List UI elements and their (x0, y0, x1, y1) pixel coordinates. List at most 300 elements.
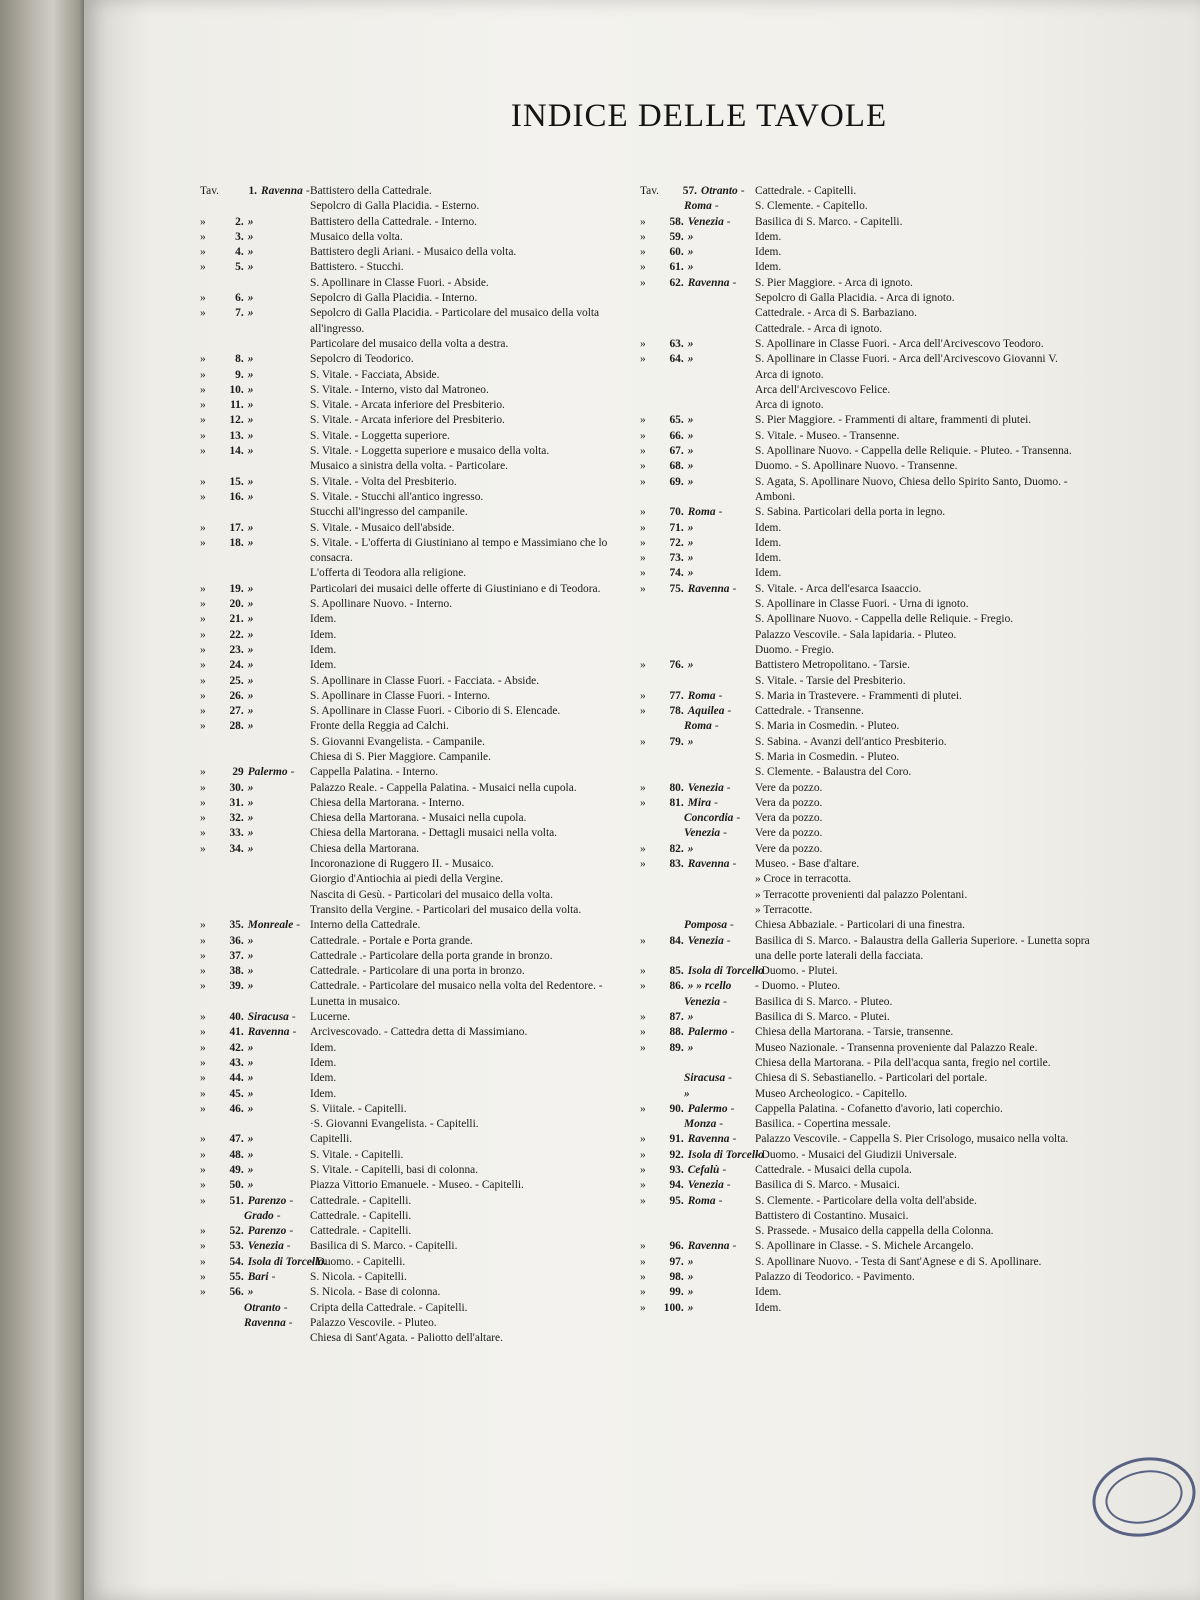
index-entry (640, 582, 1090, 597)
index-entry (200, 1209, 630, 1224)
entry-description: Battistero della Cattedrale. - Interno. (310, 215, 477, 228)
city-name: Parenzo (247, 1225, 287, 1238)
index-entry (200, 628, 630, 643)
entry-description: Idem. (310, 1087, 337, 1100)
entry-lead (200, 1255, 327, 1270)
entry-description: S. Apollinare Nuovo. - Testa di Sant'Agnese e di S. Apollinare. (755, 1255, 1042, 1268)
plate-number: 85. (669, 965, 684, 978)
entry-description: Cattedrale. - Capitelli. (310, 1225, 412, 1238)
plate-number: 97. (669, 1255, 684, 1268)
index-entry (200, 1316, 630, 1331)
entry-prefix: » (640, 1240, 646, 1253)
city-name: » (247, 827, 254, 840)
entry-description: Chiesa della Martorana. - Musaici nella cupola. (310, 812, 527, 825)
city-name: » (247, 414, 254, 427)
entry-description: Cattedrale. - Particolare del musaico nella volta del Redentore. - Lunetta in musaico. (310, 980, 603, 1008)
city-name: Palermo (247, 766, 288, 779)
city-name: » (247, 796, 254, 809)
entry-description: S. Apollinare Nuovo. - Cappella delle Reliquie. - Fregio. (755, 613, 1014, 626)
city-name: Venezia (687, 934, 724, 947)
city-name: » (247, 980, 254, 993)
city-name: Venezia (687, 215, 724, 228)
entry-description: Idem. (310, 659, 337, 672)
entry-lead (200, 628, 253, 643)
index-entry (640, 230, 1090, 245)
entry-lead (200, 1010, 296, 1025)
entry-description: Palazzo Vescovile. - Sala lapidaria. - Pluteo. (755, 628, 957, 641)
separator: - (718, 689, 723, 702)
entry-lead (200, 704, 253, 719)
entry-description: Duomo. - S. Apollinare Nuovo. - Transenne. (755, 460, 958, 473)
plate-number: 3. (235, 230, 244, 243)
city-name: » (247, 812, 254, 825)
entry-description: Museo Nazionale. - Transenna proveniente dal Palazzo Reale. (755, 1041, 1038, 1054)
index-entry (200, 704, 630, 719)
entry-prefix: » (200, 521, 206, 534)
entry-lead (200, 1087, 253, 1102)
city-name: Roma (684, 200, 712, 213)
entry-lead (640, 1239, 736, 1254)
entry-description: Particolare del musaico della volta a destra. (310, 337, 509, 350)
entry-lead (200, 521, 253, 536)
entry-description: S. Prassede. - Musaico della cappella della Colonna. (755, 1225, 994, 1238)
index-entry (640, 1087, 1090, 1102)
entry-lead (200, 689, 253, 704)
city-name: » (247, 613, 254, 626)
separator: - (714, 720, 719, 733)
separator: - (718, 1194, 723, 1207)
index-entry (200, 245, 630, 260)
plate-number: 33. (229, 827, 244, 840)
separator: - (732, 276, 737, 289)
city-name: » (247, 490, 254, 503)
entry-prefix: » (640, 567, 646, 580)
city-name: » (247, 643, 254, 656)
city-name: Ravenna (687, 1240, 730, 1253)
entry-description: S. Vitale. - Loggetta superiore e musaico della volta. (310, 445, 550, 458)
entry-lead (200, 1239, 291, 1254)
index-entry (200, 979, 630, 1010)
index-entry (200, 352, 630, 367)
index-entry (200, 811, 630, 826)
index-entry (640, 1102, 1090, 1117)
city-name: Ravenna (687, 858, 730, 871)
city-name: » (247, 521, 254, 534)
separator: - (732, 582, 737, 595)
city-name: » (247, 674, 254, 687)
plate-number: 74. (669, 567, 684, 580)
plate-number: 61. (669, 261, 684, 274)
plate-number: 89. (669, 1041, 684, 1054)
entry-prefix: » (200, 766, 206, 779)
index-entry (640, 658, 1090, 673)
entry-lead (640, 781, 731, 796)
entry-lead (200, 490, 253, 505)
entry-description: S. Viitale. - Capitelli. (310, 1102, 407, 1115)
city-name: » (247, 230, 254, 243)
separator: - (728, 1072, 732, 1085)
index-entry (200, 1239, 630, 1254)
plate-number: 92. (669, 1148, 684, 1161)
entry-description: Cattedrale .- Particolare della porta grande in bronzo. (310, 949, 553, 962)
plate-number: 11. (230, 399, 244, 412)
entry-description: S. Pier Maggiore. - Arca di ignoto. (755, 276, 913, 289)
city-name: » (687, 1011, 694, 1024)
entry-description: Sepolcro di Teodorico. (310, 353, 414, 366)
city-name: Monza (684, 1118, 717, 1131)
separator: - (726, 215, 731, 228)
city-name: Parenzo (247, 1194, 287, 1207)
city-name: » (247, 1102, 254, 1115)
city-name: » (687, 521, 694, 534)
index-entry (200, 658, 630, 673)
plate-number: 45. (229, 1087, 244, 1100)
entry-lead (200, 918, 300, 933)
city-name: » (687, 735, 694, 748)
index-entry (640, 322, 1090, 337)
entry-lead (200, 536, 253, 551)
entry-lead (200, 368, 253, 383)
entry-lead (200, 291, 253, 306)
entry-description: S. Sabina. Particolari della porta in legno. (755, 506, 946, 519)
separator: - (292, 1026, 297, 1039)
index-entry (200, 1194, 630, 1209)
entry-lead (200, 934, 253, 949)
entry-description: S. Apollinare in Classe Fuori. - Abside. (310, 276, 489, 289)
entry-description: Idem. (755, 246, 782, 259)
index-entry (640, 704, 1090, 719)
entry-description: Idem. (755, 230, 782, 243)
city-name: » (247, 445, 254, 458)
entry-lead (680, 1071, 732, 1086)
plate-number: 96. (669, 1240, 684, 1253)
index-entry (640, 1163, 1090, 1178)
entry-description: Musaico a sinistra della volta. - Particolare. (310, 460, 509, 473)
city-name: Monreale (247, 919, 294, 932)
entry-description: Palazzo Vescovile. - Cappella S. Pier Crisologo, musaico nella volta. (755, 1133, 1069, 1146)
entry-lead (200, 597, 253, 612)
index-entry (640, 184, 1090, 199)
entry-description: S. Sabina. - Avanzi dell'antico Presbiterio. (755, 735, 947, 748)
index-entry (200, 719, 630, 734)
separator: - (732, 1133, 737, 1146)
separator: - (730, 1102, 735, 1115)
plate-number: 78. (669, 705, 684, 718)
index-entry (640, 1285, 1090, 1300)
entry-description: Cattedrale. - Arca di ignoto. (755, 322, 883, 335)
entry-prefix: » (200, 934, 206, 947)
plate-number: 67. (669, 445, 684, 458)
entry-description: Idem. (755, 1286, 782, 1299)
entry-lead (640, 1025, 734, 1040)
index-entry (640, 215, 1090, 230)
city-name: » (247, 536, 254, 549)
index-entry (200, 1010, 630, 1025)
plate-number: 53. (229, 1240, 244, 1253)
index-entry (200, 1117, 630, 1132)
separator: - (276, 1209, 281, 1222)
city-name: Ravenna (261, 185, 303, 197)
entry-prefix: » (640, 1286, 646, 1299)
city-name: » (687, 337, 694, 350)
plate-number: 52. (229, 1225, 244, 1238)
entry-prefix: » (200, 965, 206, 978)
index-entry (640, 1270, 1090, 1285)
city-name: Isola di Torcello (687, 1148, 764, 1161)
entry-description: Idem. (310, 1056, 337, 1069)
index-entry (640, 475, 1090, 506)
plate-number: 99. (669, 1286, 684, 1299)
plate-number: 65. (669, 414, 684, 427)
plate-number: 64. (669, 353, 684, 366)
city-name: » (687, 230, 694, 243)
entry-lead (200, 352, 253, 367)
entry-lead (640, 934, 731, 949)
index-entry (640, 429, 1090, 444)
plate-number: 27. (229, 705, 244, 718)
index-entry (640, 1209, 1090, 1224)
plate-number: 82. (669, 842, 684, 855)
city-name: Ravenna (687, 1133, 730, 1146)
entry-prefix: » (200, 1271, 206, 1284)
city-name: » (687, 429, 694, 442)
city-name: Cefalù (687, 1164, 720, 1176)
entry-lead (640, 429, 693, 444)
entry-lead (640, 566, 693, 581)
entry-description: Idem. (755, 1301, 782, 1314)
entry-description: Idem. (310, 613, 337, 626)
index-entry (200, 582, 630, 597)
index-entry (640, 888, 1090, 903)
index-entry (200, 276, 630, 291)
entry-prefix: » (640, 1102, 646, 1115)
entry-prefix: » (640, 796, 646, 809)
entry-lead (640, 505, 722, 520)
entry-prefix: » (640, 230, 646, 243)
entry-lead (240, 1209, 281, 1224)
city-name: » (247, 949, 254, 962)
index-entry (200, 597, 630, 612)
index-entry (200, 735, 630, 750)
entry-prefix: » (200, 827, 206, 840)
city-name: Otranto (701, 185, 738, 197)
entry-description: Cattedrale. - Particolare di una porta in bronzo. (310, 965, 525, 978)
city-name: » (247, 353, 254, 366)
index-entry (200, 781, 630, 796)
plate-number: 90. (669, 1102, 684, 1115)
entry-lead (200, 260, 253, 275)
entry-description: Chiesa della Martorana. (310, 842, 420, 855)
plate-number: 23. (229, 643, 244, 656)
entry-prefix: » (640, 1194, 646, 1207)
entry-lead (200, 765, 294, 780)
index-entry (640, 1178, 1090, 1193)
entry-lead (200, 796, 253, 811)
city-name: » (687, 567, 694, 580)
entry-prefix: » (200, 796, 206, 809)
plate-number: 2. (235, 215, 244, 228)
city-name: Ravenna (244, 1316, 286, 1329)
entry-description: S. Apollinare in Classe Fuori. - Urna di ignoto. (755, 598, 969, 611)
city-name: Ravenna (687, 582, 730, 595)
entry-prefix: » (200, 414, 206, 427)
entry-description: Chiesa Abbaziale. - Particolari di una finestra. (755, 919, 966, 932)
entry-description: Idem. (755, 261, 782, 274)
plate-number: 24. (229, 659, 244, 672)
entry-lead (200, 1071, 253, 1086)
index-entry (200, 1178, 630, 1193)
plate-number: 71. (669, 521, 684, 534)
entry-description: S. Maria in Cosmedin. - Pluteo. (755, 750, 900, 763)
plate-number: 46. (229, 1102, 244, 1115)
entry-description: S. Vitale. - Loggetta superiore. (310, 429, 450, 442)
index-entry (200, 1148, 630, 1163)
entry-lead (200, 413, 253, 428)
city-name: » (687, 414, 694, 427)
entry-prefix: » (200, 1255, 206, 1268)
index-entry (640, 1255, 1090, 1270)
city-name: » (687, 475, 694, 488)
entry-lead (200, 1163, 253, 1178)
entry-lead (640, 658, 693, 673)
entry-prefix: » (200, 1056, 206, 1069)
city-name: » (687, 445, 694, 458)
index-entry (200, 429, 630, 444)
plate-number: 95. (669, 1194, 684, 1207)
index-entry (200, 1270, 630, 1285)
entry-lead (200, 1025, 296, 1040)
index-entry (200, 505, 630, 520)
entry-prefix: » (200, 490, 206, 503)
entry-description: S. Apollinare in Classe. - S. Michele Arcangelo. (755, 1240, 974, 1253)
plate-number: 18. (229, 536, 244, 549)
city-name: » (247, 429, 254, 442)
separator: - (722, 1164, 727, 1176)
entry-description: S. Nicola. - Capitelli. (310, 1271, 407, 1284)
entry-description: S. Apollinare in Classe Fuori. - Arca dell'Arcivescovo Teodoro. (755, 337, 1044, 350)
city-name: » (247, 307, 254, 320)
entry-description: S. Vitale. - Facciata, Abside. (310, 368, 440, 381)
index-entry (200, 337, 630, 352)
index-entry (200, 1056, 630, 1071)
entry-description: Basilica di S. Marco. - Musaici. (755, 1179, 900, 1192)
entry-description: S. Vitale. - Capitelli, basi di colonna. (310, 1164, 479, 1176)
entry-description: S. Apollinare in Classe Fuori. - Facciata. - Abside. (310, 674, 540, 687)
entry-prefix: » (200, 1194, 206, 1207)
plate-number: 76. (669, 659, 684, 672)
entry-prefix: » (640, 552, 646, 565)
entry-lead (640, 521, 693, 536)
entry-lead (200, 306, 253, 321)
entry-prefix: » (200, 1286, 206, 1299)
entry-lead (200, 475, 253, 490)
entry-lead (680, 719, 719, 734)
entry-prefix: » (200, 475, 206, 488)
entry-lead (200, 658, 253, 673)
entry-description: » Croce in terracotta. (755, 873, 852, 886)
entry-lead (640, 1010, 693, 1025)
entry-prefix: » (200, 1148, 206, 1161)
city-name: » (687, 1041, 694, 1054)
city-name: » (247, 720, 254, 733)
city-name: Venezia (247, 1240, 284, 1253)
city-name: » (247, 1087, 254, 1100)
plate-number: 5. (235, 261, 244, 274)
entry-lead (640, 964, 764, 979)
plate-number: 79. (669, 735, 684, 748)
entry-description: S. Agata, S. Apollinare Nuovo, Chiesa dello Spirito Santo, Duomo. - Amboni. (755, 475, 1068, 503)
entry-description: Sepolcro di Galla Placidia. - Particolare del musaico della volta all'ingresso. (310, 307, 600, 335)
entry-prefix: » (200, 1164, 206, 1176)
index-entry (200, 536, 630, 567)
city-name: » (247, 705, 254, 718)
entry-description: Cattedrale. - Musaici della cupola. (755, 1164, 912, 1176)
city-name: » (687, 1286, 694, 1299)
entry-description: S. Vitale. - Interno, visto dal Matroneo. (310, 383, 489, 396)
entry-prefix: » (200, 705, 206, 718)
index-entry (200, 199, 630, 214)
entry-description: » Terracotte. (755, 903, 813, 916)
entry-prefix: » (640, 858, 646, 871)
entry-description: Chiesa della Martorana. - Pila dell'acqua santa, fregio nel cortile. (755, 1056, 1051, 1069)
entry-description: Transito della Vergine. - Particolari del musaico della volta. (310, 903, 582, 916)
entry-description: Vere da pozzo. (755, 781, 823, 794)
city-name: Siracusa (684, 1072, 726, 1085)
entry-description: Cripta della Cattedrale. - Capitelli. (310, 1301, 468, 1314)
entry-prefix: » (200, 292, 206, 305)
index-entry (640, 964, 1090, 979)
city-name: » (687, 353, 694, 366)
separator: - (714, 796, 718, 809)
index-entry (200, 566, 630, 581)
plate-number: 1. (248, 185, 258, 197)
entry-prefix: » (640, 965, 646, 978)
city-name: » (247, 399, 254, 412)
index-entry (640, 719, 1090, 734)
entry-prefix: » (200, 720, 206, 733)
plate-number: 93. (669, 1164, 684, 1176)
entry-prefix: » (640, 337, 646, 350)
separator: - (727, 705, 732, 718)
entry-prefix: » (640, 536, 646, 549)
entry-description: S. Vitale. - Museo. - Transenne. (755, 429, 900, 442)
city-name: » (684, 1087, 690, 1100)
plate-number: 84. (669, 934, 684, 947)
entry-prefix: » (640, 506, 646, 519)
city-name: » (247, 1133, 254, 1146)
entry-prefix: Tav. (200, 185, 220, 197)
index-entry (200, 490, 630, 505)
entry-prefix: » (200, 628, 206, 641)
entry-description: Basilica di S. Marco. - Balaustra della Galleria Superiore. - Lunetta sopra una delle porte laterali della facciata. (755, 934, 1090, 962)
city-name: Mira (687, 796, 712, 809)
entry-lead (640, 735, 693, 750)
entry-lead (640, 1270, 693, 1285)
entry-prefix: » (200, 613, 206, 626)
entry-description: Arcivescovado. - Cattedra detta di Massimiano. (310, 1026, 528, 1039)
separator: - (288, 1316, 293, 1329)
entry-prefix: Tav. (640, 185, 660, 197)
index-entry (640, 842, 1090, 857)
index-entry (200, 1285, 630, 1300)
entry-lead (640, 689, 722, 704)
entry-prefix: » (200, 429, 206, 442)
plate-number: 48. (229, 1148, 244, 1161)
entry-lead (200, 429, 253, 444)
index-entry (640, 276, 1090, 291)
entry-prefix: » (640, 1148, 646, 1161)
plate-number: 21. (229, 613, 244, 626)
